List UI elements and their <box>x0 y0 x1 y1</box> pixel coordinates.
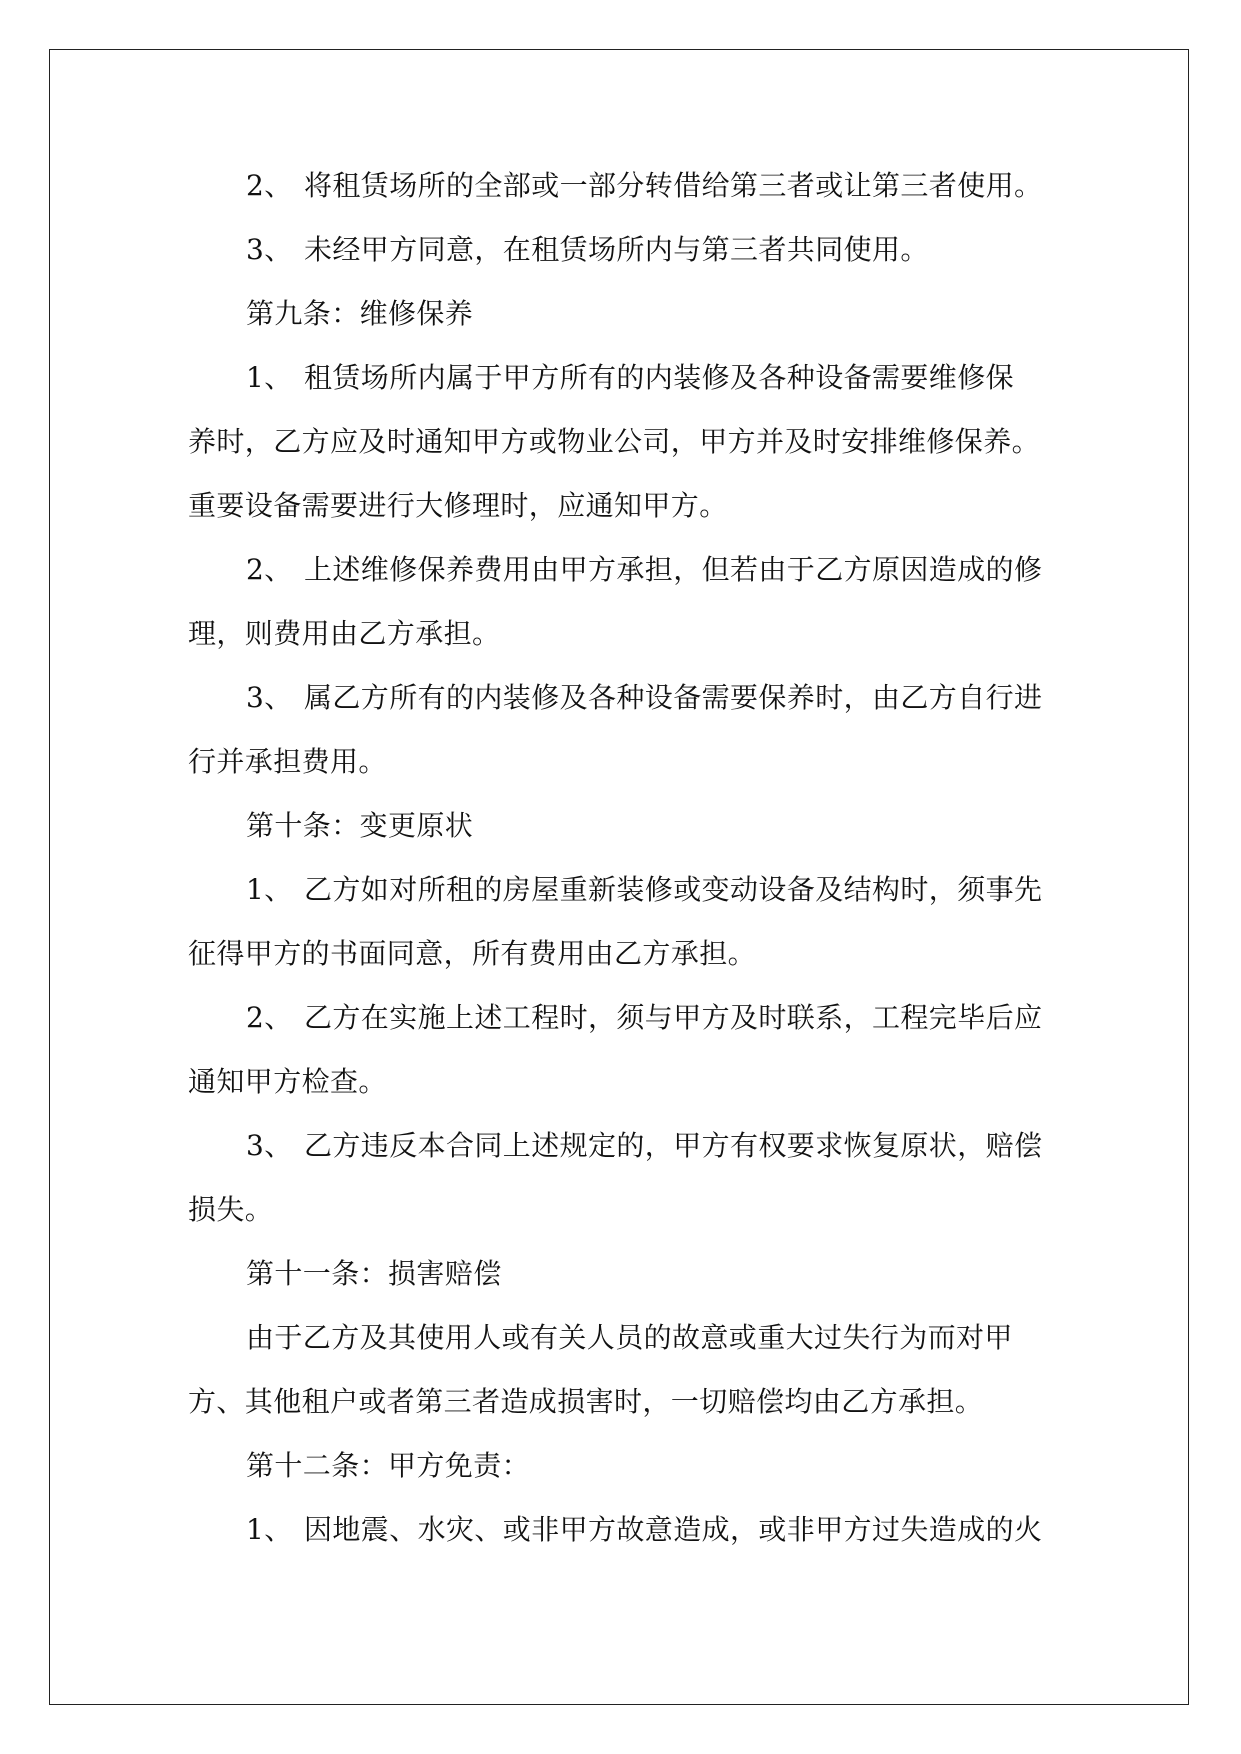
clause-item <box>188 1114 1058 1178</box>
clause-item <box>188 218 1058 282</box>
continuation-line: 征得甲方的书面同意，所有费用由乙方承担。 <box>188 937 757 970</box>
paragraph-line: 由于乙方及其使用人或有关人员的故意或重大过失行为而对甲 <box>246 1321 1013 1354</box>
continuation-line: 损失。 <box>188 1193 274 1226</box>
section-heading <box>188 1242 1058 1306</box>
clause-item <box>188 986 1058 1050</box>
continuation-line: 行并承担费用。 <box>188 745 387 778</box>
section-heading-text: 第十二条：甲方免责： <box>246 1449 531 1482</box>
item-text: 属乙方所有的内装修及各种设备需要保养时，由乙方自行进 <box>304 681 1043 714</box>
section-heading <box>188 1434 1058 1498</box>
item-text: 乙方如对所租的房屋重新装修或变动设备及结构时，须事先 <box>304 873 1043 906</box>
item-number: 2、 <box>246 553 293 586</box>
clause-item <box>188 154 1058 218</box>
item-text: 上述维修保养费用由甲方承担，但若由于乙方原因造成的修 <box>304 553 1043 586</box>
item-number: 3、 <box>246 681 293 714</box>
item-text: 因地震、水灾、或非甲方故意造成，或非甲方过失造成的火 <box>304 1513 1043 1546</box>
clause-item <box>188 1498 1058 1562</box>
continuation-line: 理，则费用由乙方承担。 <box>188 617 501 650</box>
clause-item <box>188 346 1058 410</box>
item-text: 乙方在实施上述工程时，须与甲方及时联系，工程完毕后应 <box>304 1001 1043 1034</box>
item-number: 2、 <box>246 1001 293 1034</box>
section-heading <box>188 794 1058 858</box>
document-body <box>188 154 1058 1562</box>
item-text: 租赁场所内属于甲方所有的内装修及各种设备需要维修保 <box>304 361 1015 394</box>
item-number: 1、 <box>246 361 293 394</box>
item-text: 未经甲方同意，在租赁场所内与第三者共同使用。 <box>304 233 929 266</box>
item-number: 3、 <box>246 233 293 266</box>
section-heading-text: 第十条：变更原状 <box>246 809 474 842</box>
continuation-line: 养时，乙方应及时通知甲方或物业公司，甲方并及时安排维修保养。 <box>188 425 1041 458</box>
item-text: 将租赁场所的全部或一部分转借给第三者或让第三者使用。 <box>304 169 1043 202</box>
continuation-line: 通知甲方检查。 <box>188 1065 387 1098</box>
section-heading-text: 第十一条：损害赔偿 <box>246 1257 502 1290</box>
clause-item <box>188 666 1058 730</box>
item-number: 2、 <box>246 169 293 202</box>
item-text: 乙方违反本合同上述规定的，甲方有权要求恢复原状，赔偿 <box>304 1129 1043 1162</box>
continuation-line: 重要设备需要进行大修理时，应通知甲方。 <box>188 489 728 522</box>
continuation-line: 方、其他租户或者第三者造成损害时，一切赔偿均由乙方承担。 <box>188 1385 984 1418</box>
section-heading-text: 第九条：维修保养 <box>246 297 474 330</box>
item-number: 1、 <box>246 873 293 906</box>
item-number: 3、 <box>246 1129 293 1162</box>
clause-item <box>188 538 1058 602</box>
clause-item <box>188 858 1058 922</box>
item-number: 1、 <box>246 1513 293 1546</box>
section-heading <box>188 282 1058 346</box>
